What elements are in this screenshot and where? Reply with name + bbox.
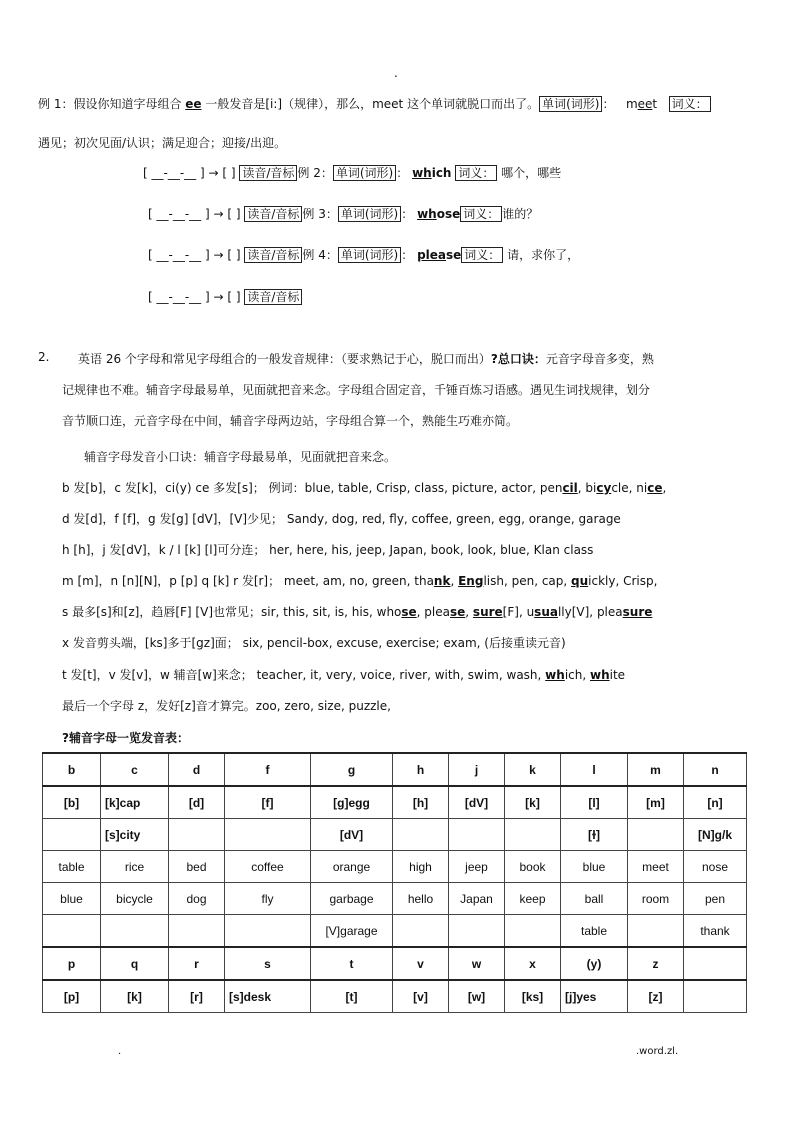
table-cell: r	[169, 947, 225, 980]
table-cell: (y)	[561, 947, 628, 980]
footer-left-mark: .	[118, 1046, 122, 1057]
table-header-row	[43, 753, 747, 786]
table-cell	[628, 915, 684, 948]
example2-word: which	[412, 166, 452, 180]
example3-label: 例 3：	[302, 207, 338, 221]
table-cell: c	[101, 753, 169, 786]
table-cell: dog	[169, 883, 225, 915]
table-cell: h	[393, 753, 449, 786]
table-cell: rice	[101, 851, 169, 883]
table-cell: [z]	[628, 980, 684, 1013]
meaning-label-box: 词义：	[455, 165, 497, 181]
table-cell: [v]	[393, 980, 449, 1013]
meaning-label-box: 词义：	[461, 247, 503, 263]
table-cell: nose	[684, 851, 747, 883]
table-cell	[505, 915, 561, 948]
word-label-box: 单词(词形)	[539, 96, 602, 112]
table-cell: garbage	[311, 883, 393, 915]
table-cell: [dV]	[311, 819, 393, 851]
table-cell: [n]	[684, 786, 747, 819]
table-cell	[684, 947, 747, 980]
table-cell: coffee	[225, 851, 311, 883]
table-cell: l	[561, 753, 628, 786]
blank-pattern: [ __-__-__ ] → [ ]	[143, 166, 236, 180]
footer-right-mark: .word.zl.	[636, 1046, 679, 1057]
example1-meaning: 遇见；初次见面/认识；满足迎合；迎接/出迎。	[38, 136, 287, 150]
example1-mid: 一般发音是[i:]（规律），那么，meet 这个单词就脱口而出了。	[201, 97, 540, 111]
rule-line-b: b 发[b]，c 发[k]，ci(y) ce 多发[s]； 例词：blue, table, Crisp, class, picture, actor, pencil, bicycle, nice,	[62, 481, 667, 495]
section2-para3: 音节顺口连，元音字母在中间，辅音字母两边站，字母组合算一个，熟能生巧难亦简。	[62, 414, 519, 428]
table-cell: d	[169, 753, 225, 786]
rule-line-z: 最后一个字母 z，发好[z]音才算完。zoo, zero, size, puzzle,	[62, 699, 391, 713]
rule-line-d: d 发[d]，f [f]，g 发[g] [dV]，[V]少见； Sandy, dog, red, fly, coffee, green, egg, orange, garage	[62, 512, 621, 526]
table-cell: [k]	[101, 980, 169, 1013]
table-cell	[43, 819, 101, 851]
table-cell: orange	[311, 851, 393, 883]
table-cell: v	[393, 947, 449, 980]
table-cell: [m]	[628, 786, 684, 819]
table-cell	[225, 819, 311, 851]
table-cell: blue	[43, 883, 101, 915]
table-cell	[393, 915, 449, 948]
table-cell	[393, 819, 449, 851]
table-cell: high	[393, 851, 449, 883]
table-cell: fly	[225, 883, 311, 915]
table-row	[43, 980, 747, 1013]
table-cell: [s]desk	[225, 980, 311, 1013]
table-cell: b	[43, 753, 101, 786]
example2-line: [ __-__-__ ] → [ ] 读音/音标 例 2： 单词(词形) ： which 词义： 哪个，哪些	[143, 166, 562, 180]
example3-meaning: 谁的？	[502, 207, 539, 221]
table-cell: [dV]	[449, 786, 505, 819]
table-cell: k	[505, 753, 561, 786]
table-cell: t	[311, 947, 393, 980]
example4-meaning: 请，求你了，	[507, 248, 580, 262]
example2-label: 例 2：	[297, 166, 333, 180]
table-cell: q	[101, 947, 169, 980]
read-label-box: 读音/音标	[244, 289, 302, 305]
table-cell: s	[225, 947, 311, 980]
table-cell: blue	[561, 851, 628, 883]
table-cell: [p]	[43, 980, 101, 1013]
section-number: 2.	[38, 350, 50, 364]
example3-word: whose	[417, 207, 461, 221]
table-cell: hello	[393, 883, 449, 915]
table-row	[43, 851, 747, 883]
table-cell: p	[43, 947, 101, 980]
table-row	[43, 819, 747, 851]
consonant-table	[42, 752, 747, 1013]
rule-line-s: s 最多[s]和[z]，趋唇[F] [V]也常见；sir, this, sit, is, his, whose, please, sure[F], usually[V], pleasure	[62, 605, 653, 619]
table-cell: jeep	[449, 851, 505, 883]
table-cell	[169, 915, 225, 948]
blank-pattern: [ __-__-__ ] → [ ]	[148, 290, 241, 304]
table-cell: ball	[561, 883, 628, 915]
example2-meaning: 哪个，哪些	[501, 166, 562, 180]
table-cell: meet	[628, 851, 684, 883]
table-cell: table	[43, 851, 101, 883]
meaning-label-box: 词义：	[460, 206, 502, 222]
table-row	[43, 786, 747, 819]
example1-word: meet	[625, 97, 658, 111]
table-cell: x	[505, 947, 561, 980]
table-cell: [j]yes	[561, 980, 628, 1013]
table-cell: table	[561, 915, 628, 948]
table-cell: [b]	[43, 786, 101, 819]
top-mark: .	[394, 66, 398, 80]
rule-line-h: h [h]，j 发[dV]，k / l [k] [l]可分连； her, here, his, jeep, Japan, book, look, blue, Klan class	[62, 543, 594, 557]
table-cell	[169, 819, 225, 851]
meaning-label-box: 词义：	[669, 96, 711, 112]
table-cell: [k]	[505, 786, 561, 819]
example4-label: 例 4：	[302, 248, 338, 262]
example3-line: [ __-__-__ ] → [ ] 读音/音标 例 3： 单词(词形) ： whose 词义： 谁的？	[148, 207, 539, 221]
example4-line: [ __-__-__ ] → [ ] 读音/音标 例 4： 单词(词形) ： please 词义： 请，求你了，	[148, 248, 580, 262]
word-label-box: 单词(词形)	[338, 206, 401, 222]
blank-pattern: [ __-__-__ ] → [ ]	[148, 248, 241, 262]
word-label-box: 单词(词形)	[333, 165, 396, 181]
section2-para2: 记规律也不难。辅音字母最易单，见面就把音来念。字母组合固定音，千锤百炼习语感。遇见生词找规律，划分	[62, 383, 651, 397]
table-cell	[101, 915, 169, 948]
table-cell: f	[225, 753, 311, 786]
rule-line-t: t 发[t]，v 发[v]，w 辅音[w]来念； teacher, it, very, voice, river, with, swim, wash, which, white	[62, 668, 626, 682]
table-cell: bicycle	[101, 883, 169, 915]
final-pattern-line	[148, 288, 302, 305]
table-cell	[449, 819, 505, 851]
word-label-box: 单词(词形)	[338, 247, 401, 263]
rule-line-x: x 发音剪头端，[ks]多于[gz]面； six, pencil-box, excuse, exercise; exam, (后接重读元音)	[62, 636, 566, 650]
table-cell: n	[684, 753, 747, 786]
table-cell: [ks]	[505, 980, 561, 1013]
table-cell: w	[449, 947, 505, 980]
table-cell: book	[505, 851, 561, 883]
table-cell: [w]	[449, 980, 505, 1013]
table-cell	[43, 915, 101, 948]
table-cell: [g]egg	[311, 786, 393, 819]
table-row	[43, 883, 747, 915]
table-cell	[684, 980, 747, 1013]
table-cell: z	[628, 947, 684, 980]
table-title: ?辅音字母一览发音表：	[62, 731, 189, 745]
example1-ee: ee	[185, 97, 202, 111]
table-cell: [V]garage	[311, 915, 393, 948]
table-cell: [h]	[393, 786, 449, 819]
read-label-box: 读音/音标	[244, 247, 302, 263]
table-cell: [d]	[169, 786, 225, 819]
read-label-box: 读音/音标	[244, 206, 302, 222]
table-cell	[225, 915, 311, 948]
table-cell: room	[628, 883, 684, 915]
table-cell: [ɫ]	[561, 819, 628, 851]
table-cell: [r]	[169, 980, 225, 1013]
example4-word: please	[417, 248, 462, 262]
table-cell	[449, 915, 505, 948]
table-cell: [l]	[561, 786, 628, 819]
table-cell: [t]	[311, 980, 393, 1013]
example1-pre: 例 1：假设你知道字母组合	[38, 97, 186, 111]
table-cell: [s]city	[101, 819, 169, 851]
table-cell: pen	[684, 883, 747, 915]
read-label-box: 读音/音标	[239, 165, 297, 181]
table-cell: [f]	[225, 786, 311, 819]
example1-line	[38, 95, 711, 112]
table-cell	[505, 819, 561, 851]
table-cell: bed	[169, 851, 225, 883]
table-header-row	[43, 947, 747, 980]
section2-para4: 辅音字母发音小口诀：辅音字母最易单，见面就把音来念。	[84, 450, 397, 464]
table-cell: [k]cap	[101, 786, 169, 819]
colon: ：	[602, 97, 615, 111]
rule-line-m: m [m]，n [n][N]，p [p] q [k] r 发[r]； meet, am, no, green, thank, English, pen, cap, quickly, Crisp,	[62, 574, 658, 588]
table-row	[43, 915, 747, 948]
section2-para1: 英语 26 个字母和常见字母组合的一般发音规律：（要求熟记于心，脱口而出）?总口诀：元音字母音多变，熟	[78, 352, 654, 366]
table-cell: Japan	[449, 883, 505, 915]
blank-pattern: [ __-__-__ ] → [ ]	[148, 207, 241, 221]
table-cell: [N]g/k	[684, 819, 747, 851]
table-cell: thank	[684, 915, 747, 948]
table-cell	[628, 819, 684, 851]
table-cell: g	[311, 753, 393, 786]
table-cell: keep	[505, 883, 561, 915]
table-cell: j	[449, 753, 505, 786]
table-cell: m	[628, 753, 684, 786]
